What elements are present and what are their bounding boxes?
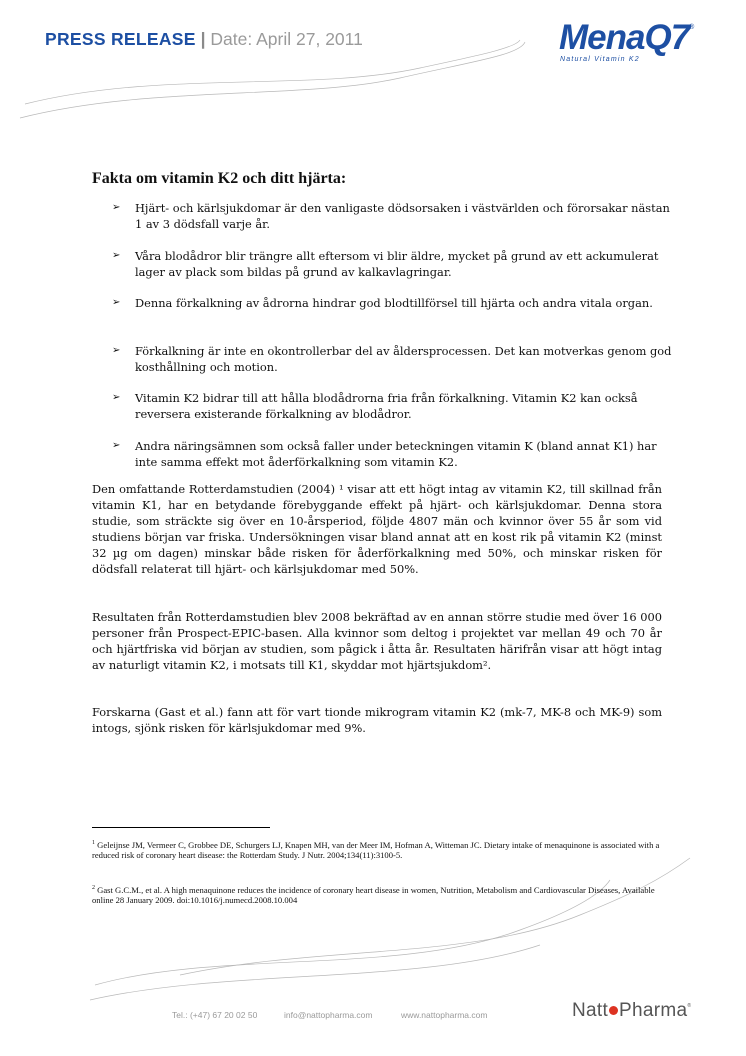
- nattopharma-logo: Natt Pharma®: [572, 1000, 692, 1021]
- press-release-header: [45, 29, 363, 50]
- list-item: ➢ Hjärt- och kärlsjukdomar är den vanligaste dödsorsaken i västvärlden och förorsakar nästan 1 av 3 dödsfall varje år.: [112, 201, 670, 231]
- header-swoosh-1: [20, 42, 525, 118]
- paragraph-prospect-epic: Resultaten från Rotterdamstudien blev 2008 bekräftad av en annan större studie med över 16 000 personer från Prospect-EPIC-basen. Alla kvinnor som deltog i projektet var mellan 49 och 70 år och hjärtfriska vid början av studien, som pågick i åtta år. Resultaten härifrån visar att högt intag av naturligt vitamin K2, i motsats till K1, skyddar mot hjärtsjukdom².: [92, 610, 663, 672]
- paragraph-rotterdam: Den omfattande Rotterdamstudien (2004) ¹ visar att ett högt intag av vitamin K2, till skillnad från vitamin K1, har en betydande förebyggande effekt på hjärt- och kärlsjukdomar. Denna stora studie, som sträckte sig över en 10-årsperiod, följde 4807 män och kvinnor över 55 år som vid studiens början var friska. Undersökningen visar bland annat att en kost rik på vitamin K2 (minst 32 µg om dagen) minskar både risken för åderförkalkning med 50%, och minskar risken för dödsfall relaterat till hjärt- och kärlsjukdomar med 50%.: [92, 482, 662, 576]
- list-item: ➢ Våra blodådror blir trängre allt eftersom vi blir äldre, mycket på grund av ett ackumulerat lager av plack som bildas på grund av kalkavlagringar.: [112, 248, 659, 279]
- arrow-bullet-icon: ➢: [112, 392, 121, 403]
- arrow-bullet-icon: ➢: [112, 297, 121, 308]
- press-release-label: PRESS RELEASE: [45, 29, 196, 49]
- fact-list: [112, 200, 672, 485]
- footer-website[interactable]: www.nattopharma.com: [401, 1010, 488, 1020]
- arrow-bullet-icon: ➢: [112, 249, 121, 261]
- release-date: Date: April 27, 2011: [210, 29, 363, 49]
- list-item: ➢ Denna förkalkning av ådrorna hindrar god blodtillförsel till hjärta och andra vitala organ.: [112, 296, 653, 310]
- page-heading: Fakta om vitamin K2 och ditt hjärta:: [92, 170, 347, 187]
- list-item: ➢ Andra näringsämnen som också faller under beteckningen vitamin K (bland annat K1) har inte samma effekt mot åderförkalkning som vitamin K2.: [112, 438, 657, 469]
- red-dot-icon: [609, 1006, 618, 1015]
- footnote-marker: 1: [92, 840, 95, 846]
- header-separator: |: [200, 29, 206, 49]
- list-item: ➢ Förkalkning är inte en okontrollerbar del av åldersprocessen. Det kan motverkas genom god kosthållning och motion.: [112, 343, 672, 374]
- footnote-1: $^1$ Geleijnse JM, Vermeer C, Grobbee DE, Schurgers LJ, Knapen MH, van der Meer IM, Hofman A, Witteman JC. Dietary intake of menaquinone is associated with a reduced risk of coronary heart disease: the Rotterdam Study. J Nutr. 2004;134(11):3100-5.: [92, 839, 660, 861]
- footnote-divider: [92, 827, 270, 828]
- footer-phone: Tel.: (+47) 67 20 02 50: [172, 1010, 258, 1020]
- logo-wordmark: MenaQ7®: [559, 18, 694, 57]
- footer-email[interactable]: info@nattopharma.com: [284, 1010, 373, 1020]
- footnote-marker: 2: [92, 885, 95, 891]
- arrow-bullet-icon: ➢: [112, 344, 121, 356]
- arrow-bullet-icon: ➢: [112, 202, 121, 213]
- paragraph-gast: Forskarna (Gast et al.) fann att för vart tionde mikrogram vitamin K2 (mk-7, MK-8 och MK-9) som intogs, sjönk risken för kärlsjukdomar med 9%.: [92, 705, 662, 735]
- logo-tagline: Natural Vitamin K2: [560, 56, 640, 63]
- menaq7-logo: [554, 18, 720, 70]
- list-item: ➢ Vitamin K2 bidrar till att hålla blodådrorna fria från förkalkning. Vitamin K2 kan också reversera existerande förkalkning av blodådror.: [112, 391, 638, 421]
- footnote-2: $^2$ Gast G.C.M., et al. A high menaquinone reduces the incidence of coronary heart disease in women, Nutrition, Metabolism and Cardiovascular Diseases, Available online 28 January 2009. doi:10.1016/j.numecd.2008.10.004: [92, 884, 655, 906]
- arrow-bullet-icon: ➢: [112, 439, 121, 451]
- footer-swoosh-2: [180, 858, 690, 975]
